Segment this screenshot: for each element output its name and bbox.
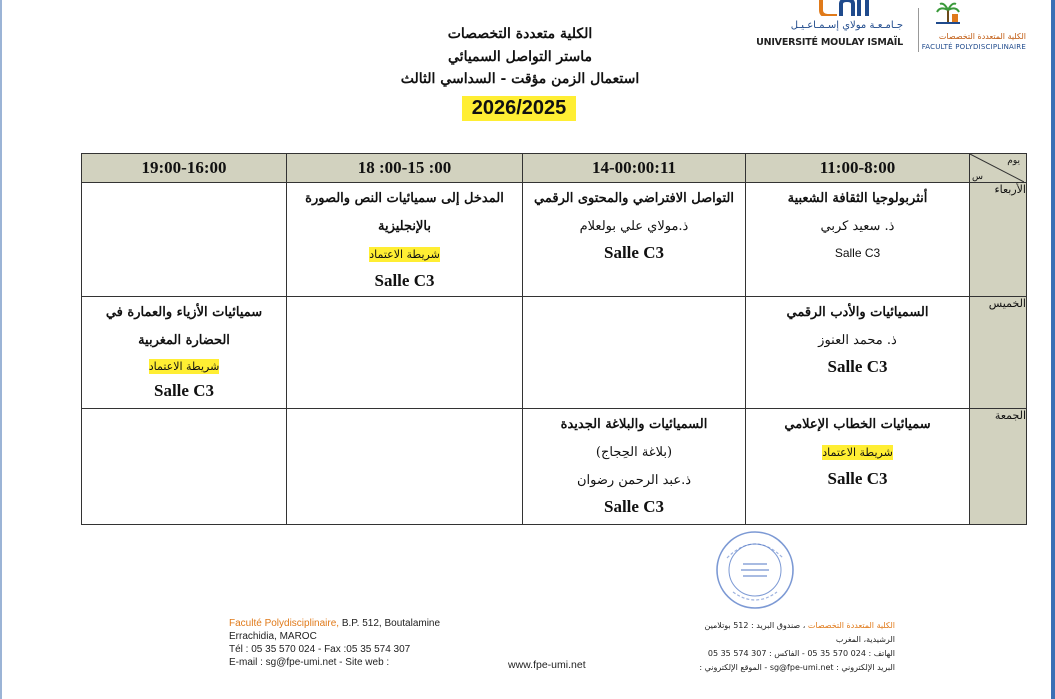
cell-r3-c1 bbox=[746, 409, 970, 525]
footer-city-ar: الرشيدية، المغرب bbox=[835, 635, 895, 644]
cell-r3-c4 bbox=[82, 409, 287, 525]
footer-address-ar: ، صندوق البريد : 512 بوتلامين bbox=[704, 621, 808, 630]
umi-logo-arabic: جـامـعـة مولاي إسـمـاعـيـل bbox=[790, 20, 903, 31]
timetable-row bbox=[82, 183, 1027, 297]
course-title: التواصل الافتراضي والمحتوى الرقمي bbox=[534, 191, 734, 206]
cell-r1-c4 bbox=[82, 183, 287, 297]
room-label: Salle C3 bbox=[604, 243, 664, 262]
corner-cell bbox=[970, 154, 1027, 183]
cell-r2-c2 bbox=[523, 297, 746, 409]
cell-r2-c3 bbox=[287, 297, 523, 409]
academic-year: 2026/2025 bbox=[462, 96, 576, 121]
logo-separator bbox=[918, 8, 919, 52]
room-label: Salle C3 bbox=[827, 469, 888, 488]
cell-r1-c3 bbox=[287, 183, 523, 297]
footer-left bbox=[229, 617, 440, 669]
cell-r1-c2 bbox=[523, 183, 746, 297]
course-title: المدخل إلى سميائيات النص والصورة bbox=[305, 191, 504, 206]
course-title: السميائيات والبلاغة الجديدة bbox=[560, 417, 708, 432]
course-subtitle: بالإنجليزية bbox=[378, 219, 431, 234]
condition-badge: شريطة الاعتماد bbox=[822, 446, 893, 459]
footer-address-fr: B.P. 512, Boutalamine bbox=[339, 618, 441, 629]
room-label: Salle C3 bbox=[374, 271, 435, 290]
cell-r3-c2 bbox=[523, 409, 746, 525]
course-title: السميائيات والأدب الرقمي bbox=[786, 305, 929, 320]
room-label: Salle C3 bbox=[834, 246, 881, 260]
timetable-row bbox=[82, 297, 1027, 409]
fpe-logo-arabic: الكلية المتعددة التخصصات bbox=[938, 32, 1026, 41]
master-title: ماستر التواصل السميائي bbox=[448, 49, 592, 65]
column-header-1: 11:00-8:00 bbox=[746, 154, 970, 183]
page-edge-right bbox=[1051, 0, 1055, 699]
schedule-title: استعمال الزمن مؤقت - السداسي الثالث bbox=[400, 71, 640, 87]
umi-logo bbox=[756, 0, 909, 58]
day-label: الخميس bbox=[970, 297, 1027, 409]
fpe-logo-french: FACULTÉ POLYDISCIPLINAIRE bbox=[921, 43, 1026, 51]
official-stamp-icon bbox=[713, 528, 797, 612]
corner-day-label: يوم bbox=[1007, 155, 1020, 165]
timetable-row bbox=[82, 409, 1027, 525]
course-title: أنثربولوجيا الثقافة الشعبية bbox=[787, 191, 928, 206]
condition-badge: شريطة الاعتماد bbox=[369, 248, 440, 261]
umi-mark-icon bbox=[817, 0, 873, 16]
day-label: الجمعة bbox=[970, 409, 1027, 525]
room-label: Salle C3 bbox=[827, 357, 888, 376]
day-label: الأربعاء bbox=[970, 183, 1027, 297]
footer-phone-fr: Tél : 05 35 570 024 - Fax :05 35 574 307 bbox=[229, 644, 411, 655]
page-edge-left bbox=[0, 0, 2, 699]
teacher-name: ذ.مولاي علي بولعلام bbox=[579, 219, 689, 234]
footer-right bbox=[699, 619, 895, 675]
corner-hour-label: س bbox=[972, 171, 983, 181]
course-subtitle: الحضارة المغربية bbox=[138, 333, 230, 348]
room-label: Salle C3 bbox=[154, 381, 214, 400]
column-header-3: 18 :00-15 :00 bbox=[287, 154, 523, 183]
palm-tree-icon bbox=[934, 0, 962, 28]
faculty-title: الكلية متعددة التخصصات bbox=[447, 26, 593, 42]
fpe-logo bbox=[921, 0, 1040, 58]
footer-city-fr: Errachidia, MAROC bbox=[229, 631, 317, 642]
footer-org-ar: الكلية المتعددة التخصصات bbox=[807, 621, 895, 630]
timetable-header-row bbox=[82, 154, 1027, 183]
course-title: سميائيات الخطاب الإعلامي bbox=[784, 417, 931, 432]
footer-website: www.fpe-umi.net bbox=[508, 659, 586, 671]
cell-r2-c1 bbox=[746, 297, 970, 409]
umi-logo-french: UNIVERSITÉ MOULAY ISMAÏL bbox=[756, 37, 903, 48]
footer-org-fr: Faculté Polydisciplinaire, bbox=[229, 618, 340, 629]
cell-r3-c3 bbox=[287, 409, 523, 525]
teacher-name: ذ. سعيد كربي bbox=[820, 219, 895, 234]
room-label: Salle C3 bbox=[604, 497, 664, 516]
footer-email-fr: E-mail : sg@fpe-umi.net - Site web : bbox=[229, 657, 390, 668]
teacher-name: ذ.عبد الرحمن رضوان bbox=[576, 473, 692, 488]
cell-r1-c1 bbox=[746, 183, 970, 297]
timetable bbox=[81, 153, 1027, 525]
footer-phone-ar: الهاتف : 024 570 35 05 - الفاكس : 307 574 35 05 bbox=[707, 649, 895, 658]
course-title: سميائيات الأزياء والعمارة في bbox=[105, 305, 263, 320]
column-header-2: 14-00:00:11 bbox=[523, 154, 746, 183]
column-header-4: 19:00-16:00 bbox=[82, 154, 287, 183]
teacher-name: ذ. محمد العنوز bbox=[818, 333, 897, 348]
cell-r2-c4 bbox=[82, 297, 287, 409]
footer-email-ar: البريد الإلكتروني : sg@fpe-umi.net - الموقع الإلكتروني : bbox=[699, 663, 895, 672]
course-subtitle: (بلاغة الحِجاج) bbox=[595, 445, 673, 460]
condition-badge: شريطة الاعتماد bbox=[148, 360, 220, 373]
